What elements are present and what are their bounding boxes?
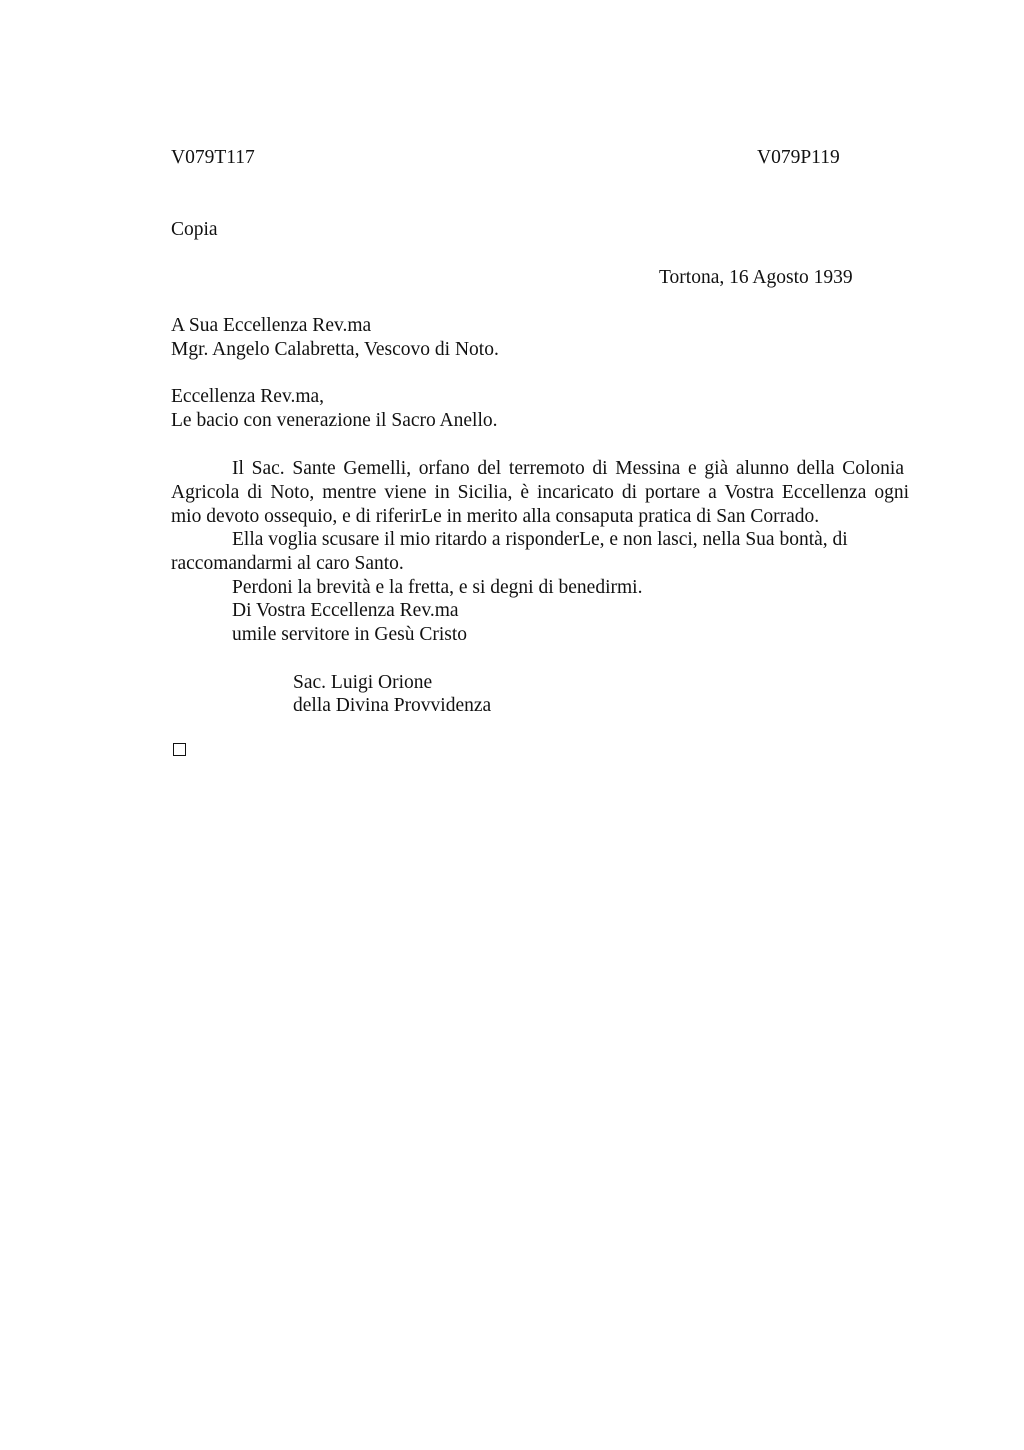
body-paragraph-2-line-2: raccomandarmi al caro Santo. — [171, 553, 404, 574]
body-paragraph-1-line-1: Il Sac. Sante Gemelli, orfano del terremoto di Messina e già alunno della Colonia — [232, 458, 904, 479]
closing-line-2: umile servitore in Gesù Cristo — [232, 624, 468, 645]
body-paragraph-1-line-3: mio devoto ossequio, e di riferirLe in merito alla consaputa pratica di San Corrado. — [171, 506, 820, 527]
body-paragraph-3-line-1: Perdoni la brevità e la fretta, e si degni di benedirmi. — [232, 577, 643, 598]
addressee-line-2: Mgr. Angelo Calabretta, Vescovo di Noto. — [171, 339, 499, 360]
copy-label: Copia — [171, 219, 218, 240]
body-paragraph-1-line-2: Agricola di Noto, mentre viene in Sicilia, è incaricato di portare a Vostra Eccellenza ogni — [171, 482, 909, 503]
signature-line-2: della Divina Provvidenza — [293, 695, 492, 716]
end-box-icon — [173, 743, 186, 756]
header-left-code: V079T117 — [171, 147, 255, 168]
salutation-line-2: Le bacio con venerazione il Sacro Anello. — [171, 410, 498, 431]
letter-date: Tortona, 16 Agosto 1939 — [659, 267, 853, 288]
addressee-line-1: A Sua Eccellenza Rev.ma — [171, 315, 372, 336]
header-right-code: V079P119 — [757, 147, 840, 168]
body-paragraph-2-line-1: Ella voglia scusare il mio ritardo a risponderLe, e non lasci, nella Sua bontà, di — [232, 529, 848, 550]
signature-line-1: Sac. Luigi Orione — [293, 672, 433, 693]
salutation-line-1: Eccellenza Rev.ma, — [171, 386, 325, 407]
closing-line-1: Di Vostra Eccellenza Rev.ma — [232, 600, 459, 621]
